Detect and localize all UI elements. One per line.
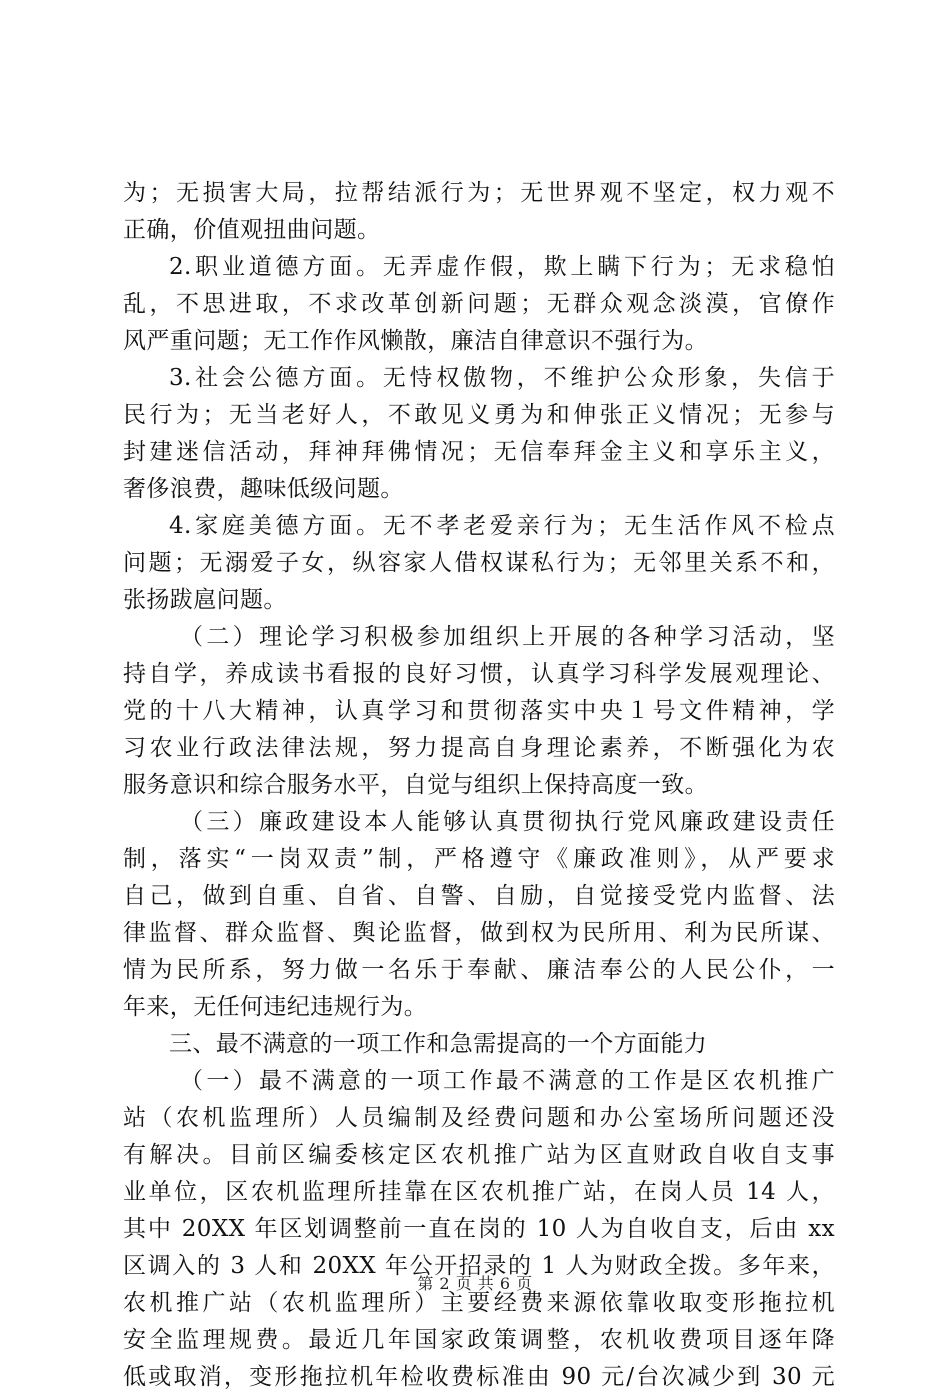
text-line: 自己，做到自重、自省、自警、自励，自觉接受党内监督、法	[123, 883, 835, 909]
text-line: 民行为；无当老好人，不敢见义勇为和伸张正义情况；无参与	[123, 402, 835, 428]
text-line: 有解决。目前区编委核定区农机推广站为区直财政自收自支事	[123, 1142, 835, 1168]
text-line: 4.家庭美德方面。无不孝老爱亲行为；无生活作风不检点	[169, 513, 835, 539]
text-line: 奢侈浪费，趣味低级问题。	[123, 476, 404, 502]
text-line: 年来，无任何违纪违规行为。	[123, 994, 428, 1020]
text-line: 封建迷信活动，拜神拜佛情况；无信奉拜金主义和享乐主义，	[123, 439, 835, 465]
text-line: 2.职业道德方面。无弄虚作假，欺上瞒下行为；无求稳怕	[169, 254, 835, 280]
text-line: 张扬跋扈问题。	[123, 587, 287, 613]
text-line: 站（农机监理所）人员编制及经费问题和办公室场所问题还没	[123, 1105, 835, 1131]
text-line: 乱，不思进取，不求改革创新问题；无群众观念淡漠，官僚作	[123, 291, 835, 317]
text-line: 3.社会公德方面。无恃权傲物，不维护公众形象，失信于	[169, 365, 835, 391]
text-line: 为；无损害大局，拉帮结派行为；无世界观不坚定，权力观不	[123, 180, 835, 206]
section-heading: 三、最不满意的一项工作和急需提高的一个方面能力	[169, 1031, 708, 1057]
text-line: 业单位，区农机监理所挂靠在区农机推广站，在岗人员 14 人，	[123, 1179, 835, 1205]
text-line: 农机推广站（农机监理所）主要经费来源依靠收取变形拖拉机	[123, 1290, 835, 1316]
body-text	[123, 175, 835, 1396]
text-line: 律监督、群众监督、舆论监督，做到权为民所用、利为民所谋、	[123, 920, 835, 946]
text-line: 持自学，养成读书看报的良好习惯，认真学习科学发展观理论、	[123, 661, 835, 687]
text-line: 正确，价值观扭曲问题。	[123, 217, 381, 243]
text-line: 制，落实“一岗双责”制，严格遵守《廉政准则》，从严要求	[123, 846, 835, 872]
text-line: 安全监理规费。最近几年国家政策调整，农机收费项目逐年降	[123, 1327, 835, 1353]
text-line: 低或取消，变形拖拉机年检收费标准由 90 元/台次减少到 30 元	[123, 1364, 835, 1390]
text-line: （三）廉政建设本人能够认真贯彻执行党风廉政建设责任	[180, 809, 835, 835]
text-line: 区调入的 3 人和 20XX 年公开招录的 1 人为财政全拨。多年来，	[123, 1253, 835, 1279]
text-line: 服务意识和综合服务水平，自觉与组织上保持高度一致。	[123, 772, 708, 798]
text-line: （二）理论学习积极参加组织上开展的各种学习活动，坚	[180, 624, 835, 650]
text-line: 其中 20XX 年区划调整前一直在岗的 10 人为自收自支，后由 xx	[123, 1216, 835, 1242]
text-line: 风严重问题；无工作作风懒散，廉洁自律意识不强行为。	[123, 328, 708, 354]
page-number-footer: 第 2 页 共 6 页	[417, 1274, 533, 1293]
text-line: 问题；无溺爱子女，纵容家人借权谋私行为；无邻里关系不和，	[123, 550, 835, 576]
text-line: 党的十八大精神，认真学习和贯彻落实中央１号文件精神，学	[123, 698, 835, 724]
text-line: 情为民所系，努力做一名乐于奉献、廉洁奉公的人民公仆，一	[123, 957, 835, 983]
text-line: （一）最不满意的一项工作最不满意的工作是区农机推广	[180, 1068, 835, 1094]
text-line: 习农业行政法律法规，努力提高自身理论素养，不断强化为农	[123, 735, 835, 761]
